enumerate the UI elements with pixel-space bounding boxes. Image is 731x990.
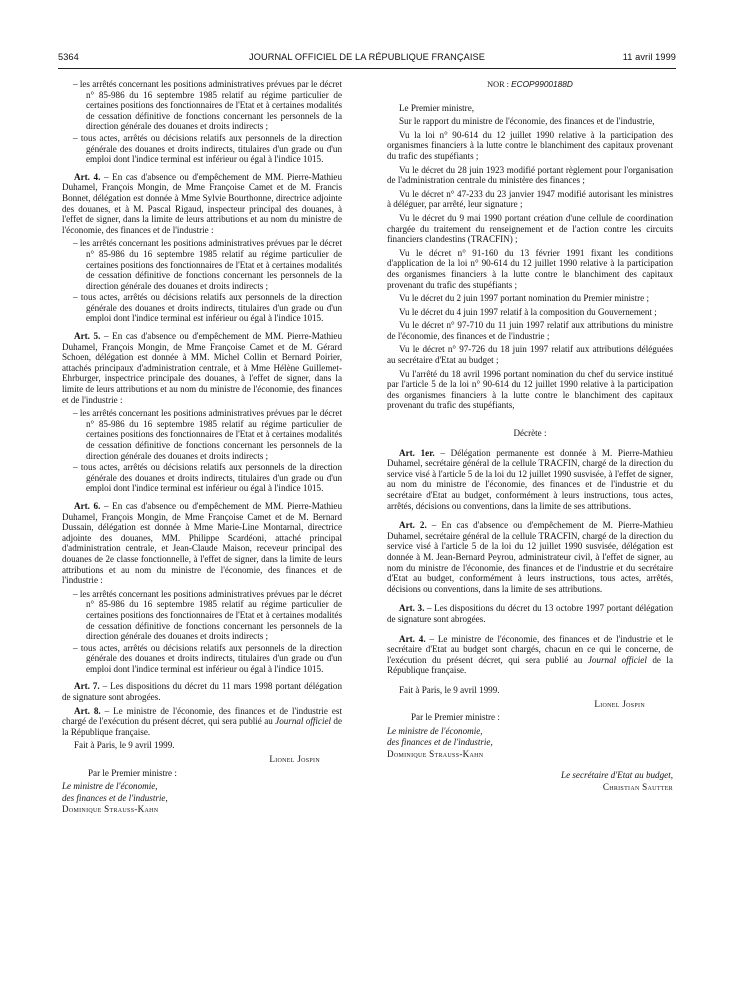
article-label: Art. 6. <box>74 500 101 511</box>
left-column <box>62 79 342 816</box>
secretary-name: Christian Sautter <box>602 782 673 793</box>
page-number: 5364 <box>58 52 79 62</box>
issue-date: 11 avril 1999 <box>622 52 676 62</box>
minister-name: Dominique Strauss-Kahn <box>62 804 159 815</box>
article-6 <box>62 501 342 586</box>
article-label: Art. 7. <box>74 681 100 692</box>
minister-title: des finances et de l'industrie, <box>62 792 168 803</box>
article-4 <box>62 172 342 236</box>
preamble-line: Vu le décret n° 47-233 du 23 janvier 1947 modifié autorisant les ministres à déléguer, par arrêté, leur signature ; <box>387 188 673 210</box>
secretary-title: Le secrétaire d'Etat au budget, <box>561 770 673 781</box>
preamble-line: Vu le décret n° 97-710 du 11 juin 1997 relatif aux attributions du ministre de l'économie, des finances et de l'industrie ; <box>387 320 673 341</box>
article-4-final <box>387 634 673 676</box>
list-item: – tous actes, arrêtés ou décisions relatifs aux personnels de la direction générale des douanes et droits indirects, titulaires d'un grade ou d'un emploi dont l'indice terminal est inférieur ou égal à l'indice 1015. <box>73 642 342 674</box>
article-text: – Délégation permanente est donnée à M. Pierre-Mathieu Duhamel, secrétaire général de la cellule TRACFIN, chargé de la direction du service visé à l'article 5 de la loi du 12 juillet 1990 susvisée, à l'effet de signer, au nom du ministre de l'économie, des finances et de l'industrie et du secrétaire d'Etat au budget, conformément à leurs instructions, tous actes, arrêtés, décisions ou conventions, dans la limite de ses attributions. <box>387 447 673 511</box>
nor-label: NOR : <box>487 80 512 89</box>
signatory: Lionel Jospin <box>594 698 645 709</box>
article-text-end: de la République française. <box>62 716 343 737</box>
article-text: – En cas d'absence ou d'empêchement de MM. Pierre-Mathieu Duhamel, François Mongin, de Mme Françoise Camet et de M. Gérard Schoen, délégation est donnée à MM. Michel Collin et Bernard Poirier, attachés principaux d'administration centrale, et à Mme Hélène Guillemet-Ehrburger, inspectrice principale des douanes, à l'effet de signer, dans la limite de leurs attributions et au nom du ministre de l'économie, des finances et de l'industrie : <box>62 331 343 405</box>
done-at: Fait à Paris, le 9 avril 1999. <box>74 740 175 751</box>
nor-code: ECOP9900188D <box>511 79 573 89</box>
preamble-line: Vu le décret du 28 juin 1923 modifié portant règlement pour l'organisation de l'administration centrale du ministère des finances ; <box>387 164 673 186</box>
minister-title: Le ministre de l'économie, <box>387 725 483 736</box>
article-label: Art. 1er. <box>399 447 435 458</box>
article-label: Art. 2. <box>399 520 427 531</box>
preamble-line: Vu le décret n° 97-726 du 18 juin 1997 relatif aux attributions déléguées au secrétaire d'Etat au budget ; <box>387 344 673 366</box>
minister-title: Le ministre de l'économie, <box>62 781 158 792</box>
article-1 <box>387 448 673 512</box>
article-label: Art. 4. <box>74 171 101 182</box>
preamble-line: Vu le décret du 9 mai 1990 portant création d'une cellule de coordination chargée du traitement du renseignement et de l'action contre les circuits financiers clandestins (TRACFIN) ; <box>387 212 673 245</box>
nor-reference <box>387 79 673 91</box>
article-label: Art. 8. <box>74 705 101 716</box>
article-label: Art. 3. <box>399 603 425 614</box>
journal-name: Journal officiel <box>275 716 332 727</box>
article-text: – Le ministre de l'économie, des finances et de l'industrie est chargé de l'exécution du présent décret, qui sera publié au <box>62 705 342 727</box>
signatory: Lionel Jospin <box>269 754 320 765</box>
article-7 <box>62 681 342 702</box>
list-item: – les arrêtés concernant les positions administratives prévues par le décret n° 85-986 du 16 septembre 1985 relatif au régime particulier de certaines positions des fonctionnaires de l'Etat et à certaines modalités de cessation définitive de fonctions concernant les personnels de la direction générale des douanes et droits indirects ; <box>73 408 342 461</box>
list-item: – tous actes, arrêtés ou décisions relatifs aux personnels de la direction générale des douanes et droits indirects, titulaires d'un grade ou d'un emploi dont l'indice terminal est inférieur ou égal à l'indice 1015. <box>73 462 342 494</box>
preamble-line: Vu le décret du 2 juin 1997 portant nomination du Premier ministre ; <box>399 293 649 304</box>
article-text: – Les dispositions du décret du 11 mars 1998 portant délégation de signature sont abrogées. <box>62 681 343 703</box>
article-label: Art. 4. <box>399 633 426 644</box>
article-text: – Le ministre de l'économie, des finances et de l'industrie et le secrétaire d'Etat au budget sont chargés, chacun en ce qui le concerne, de l'exécution du présent décret, qui sera publié au <box>387 633 673 665</box>
page-header <box>58 52 676 66</box>
list-item: – les arrêtés concernant les positions administratives prévues par le décret n° 85-986 du 16 septembre 1985 relatif au régime particulier de certaines positions des fonctionnaires de l'Etat et à certaines modalités de cessation définitive de fonctions concernant les personnels de la direction générale des douanes et droits indirects ; <box>73 588 342 642</box>
list-item: – les arrêtés concernant les positions administratives prévues par le décret n° 85-986 du 16 septembre 1985 relatif au régime particulier de certaines positions des fonctionnaires de l'Etat et à certaines modalités de cessation définitive de fonctions concernant les personnels de la direction générale des douanes et droits indirects ; <box>73 238 342 291</box>
decree-heading: Décrète : <box>513 428 547 439</box>
article-text: – En cas d'absence ou d'empêchement de M. Pierre-Mathieu Duhamel, secrétaire général de la cellule TRACFIN, chargé de la direction du service visé à l'article 5 de la loi du 12 juillet 1990 susvisée, délégation est donnée à M. Jean-Bernard Peyrou, administrateur civil, à l'effet de signer, au nom du ministre de l'économie, des finances et de l'industrie et du secrétaire d'Etat au budget, conformément à leurs instructions, tous actes, arrêtés, décisions ou conventions, dans la limite de ses attributions. <box>387 520 674 594</box>
article-text: – En cas d'absence ou d'empêchement de MM. Pierre-Mathieu Duhamel, François Mongin, de Mme Françoise Camet et de M. Francis Bonnet, délégation est donnée à Mme Sylvie Bourthonne, directrice adjointe des douanes, et à M. Pascal Rigaud, inspecteur principal des douanes, à l'effet de signer, dans la limite de leurs attributions et au nom du ministre de l'économie, des finances et de l'industrie : <box>62 171 343 235</box>
article-2 <box>387 520 673 594</box>
list-item: – les arrêtés concernant les positions administratives prévues par le décret n° 85-986 du 16 septembre 1985 relatif au régime particulier de certaines positions des fonctionnaires de l'Etat et à certaines modalités de cessation définitive de fonctions concernant les personnels de la direction générale des douanes et droits indirects ; <box>73 79 342 132</box>
by-prime-minister: Par le Premier ministre : <box>88 767 177 778</box>
done-at: Fait à Paris, le 9 avril 1999. <box>399 684 500 695</box>
minister-name: Dominique Strauss-Kahn <box>387 748 484 759</box>
preamble-line: Sur le rapport du ministre de l'économie, des finances et de l'industrie, <box>399 116 655 127</box>
article-label: Art. 5. <box>74 331 101 342</box>
article-text: – Les dispositions du décret du 13 octobre 1997 portant délégation de signature sont abrogées. <box>387 603 673 624</box>
journal-title: JOURNAL OFFICIEL DE LA RÉPUBLIQUE FRANÇAISE <box>249 52 485 62</box>
list-item: – tous actes, arrêtés ou décisions relatifs aux personnels de la direction générale des douanes et droits indirects, titulaires d'un grade ou d'un emploi dont l'indice terminal est inférieur ou égal à l'indice 1015. <box>73 292 342 324</box>
right-column <box>387 79 673 794</box>
article-8 <box>62 706 342 738</box>
by-prime-minister: Par le Premier ministre : <box>411 712 500 723</box>
preamble-line: Vu le décret du 4 juin 1997 relatif à la composition du Gouvernement ; <box>399 306 657 317</box>
preamble-line: Vu la loi n° 90-614 du 12 juillet 1990 relative à la participation des organismes financiers à la lutte contre le blanchiment des capitaux provenant du trafic des stupéfiants ; <box>387 129 673 161</box>
article-3 <box>387 603 673 624</box>
journal-name: Journal officiel <box>587 654 647 665</box>
header-rule <box>58 68 676 69</box>
minister-title: des finances et de l'industrie, <box>387 737 493 748</box>
preamble-line: Le Premier ministre, <box>399 102 475 113</box>
preamble-line: Vu le décret n° 91-160 du 13 février 1991 fixant les conditions d'application de la loi n° 90-614 du 12 juillet 1990 relative à la participation des organismes financiers à la lutte contre le blanchiment des capitaux provenant du trafic des stupéfiants ; <box>387 247 673 290</box>
list-item: – tous actes, arrêtés ou décisions relatifs aux personnels de la direction générale des douanes et droits indirects, titulaires d'un grade ou d'un emploi dont l'indice terminal est inférieur ou égal à l'indice 1015. <box>73 132 342 165</box>
article-text-end: de la République française. <box>387 654 673 676</box>
article-text: – En cas d'absence ou d'empêchement de MM. Pierre-Mathieu Duhamel, François Mongin, de Mme Françoise Camet et de M. Bernard Dussain, délégation est donnée à Mme Marie-Line Montarnal, directrice adjointe des douanes, MM. Philippe Scardéoni, attaché principal d'administration centrale, et Jean-Claude Maison, receveur principal des douanes de 2e classe fonctionnelle, à l'effet de signer, dans la limite de leurs attributions et au nom du ministre de l'économie, des finances et de l'industrie : <box>62 500 343 586</box>
preamble-line: Vu l'arrêté du 18 avril 1996 portant nomination du chef du service institué par l'article 5 de la loi n° 90-614 du 12 juillet 1990 relative à la participation des organismes financiers à la lutte contre le blanchiment des capitaux provenant du trafic des stupéfiants, <box>387 368 673 411</box>
article-5 <box>62 331 342 405</box>
